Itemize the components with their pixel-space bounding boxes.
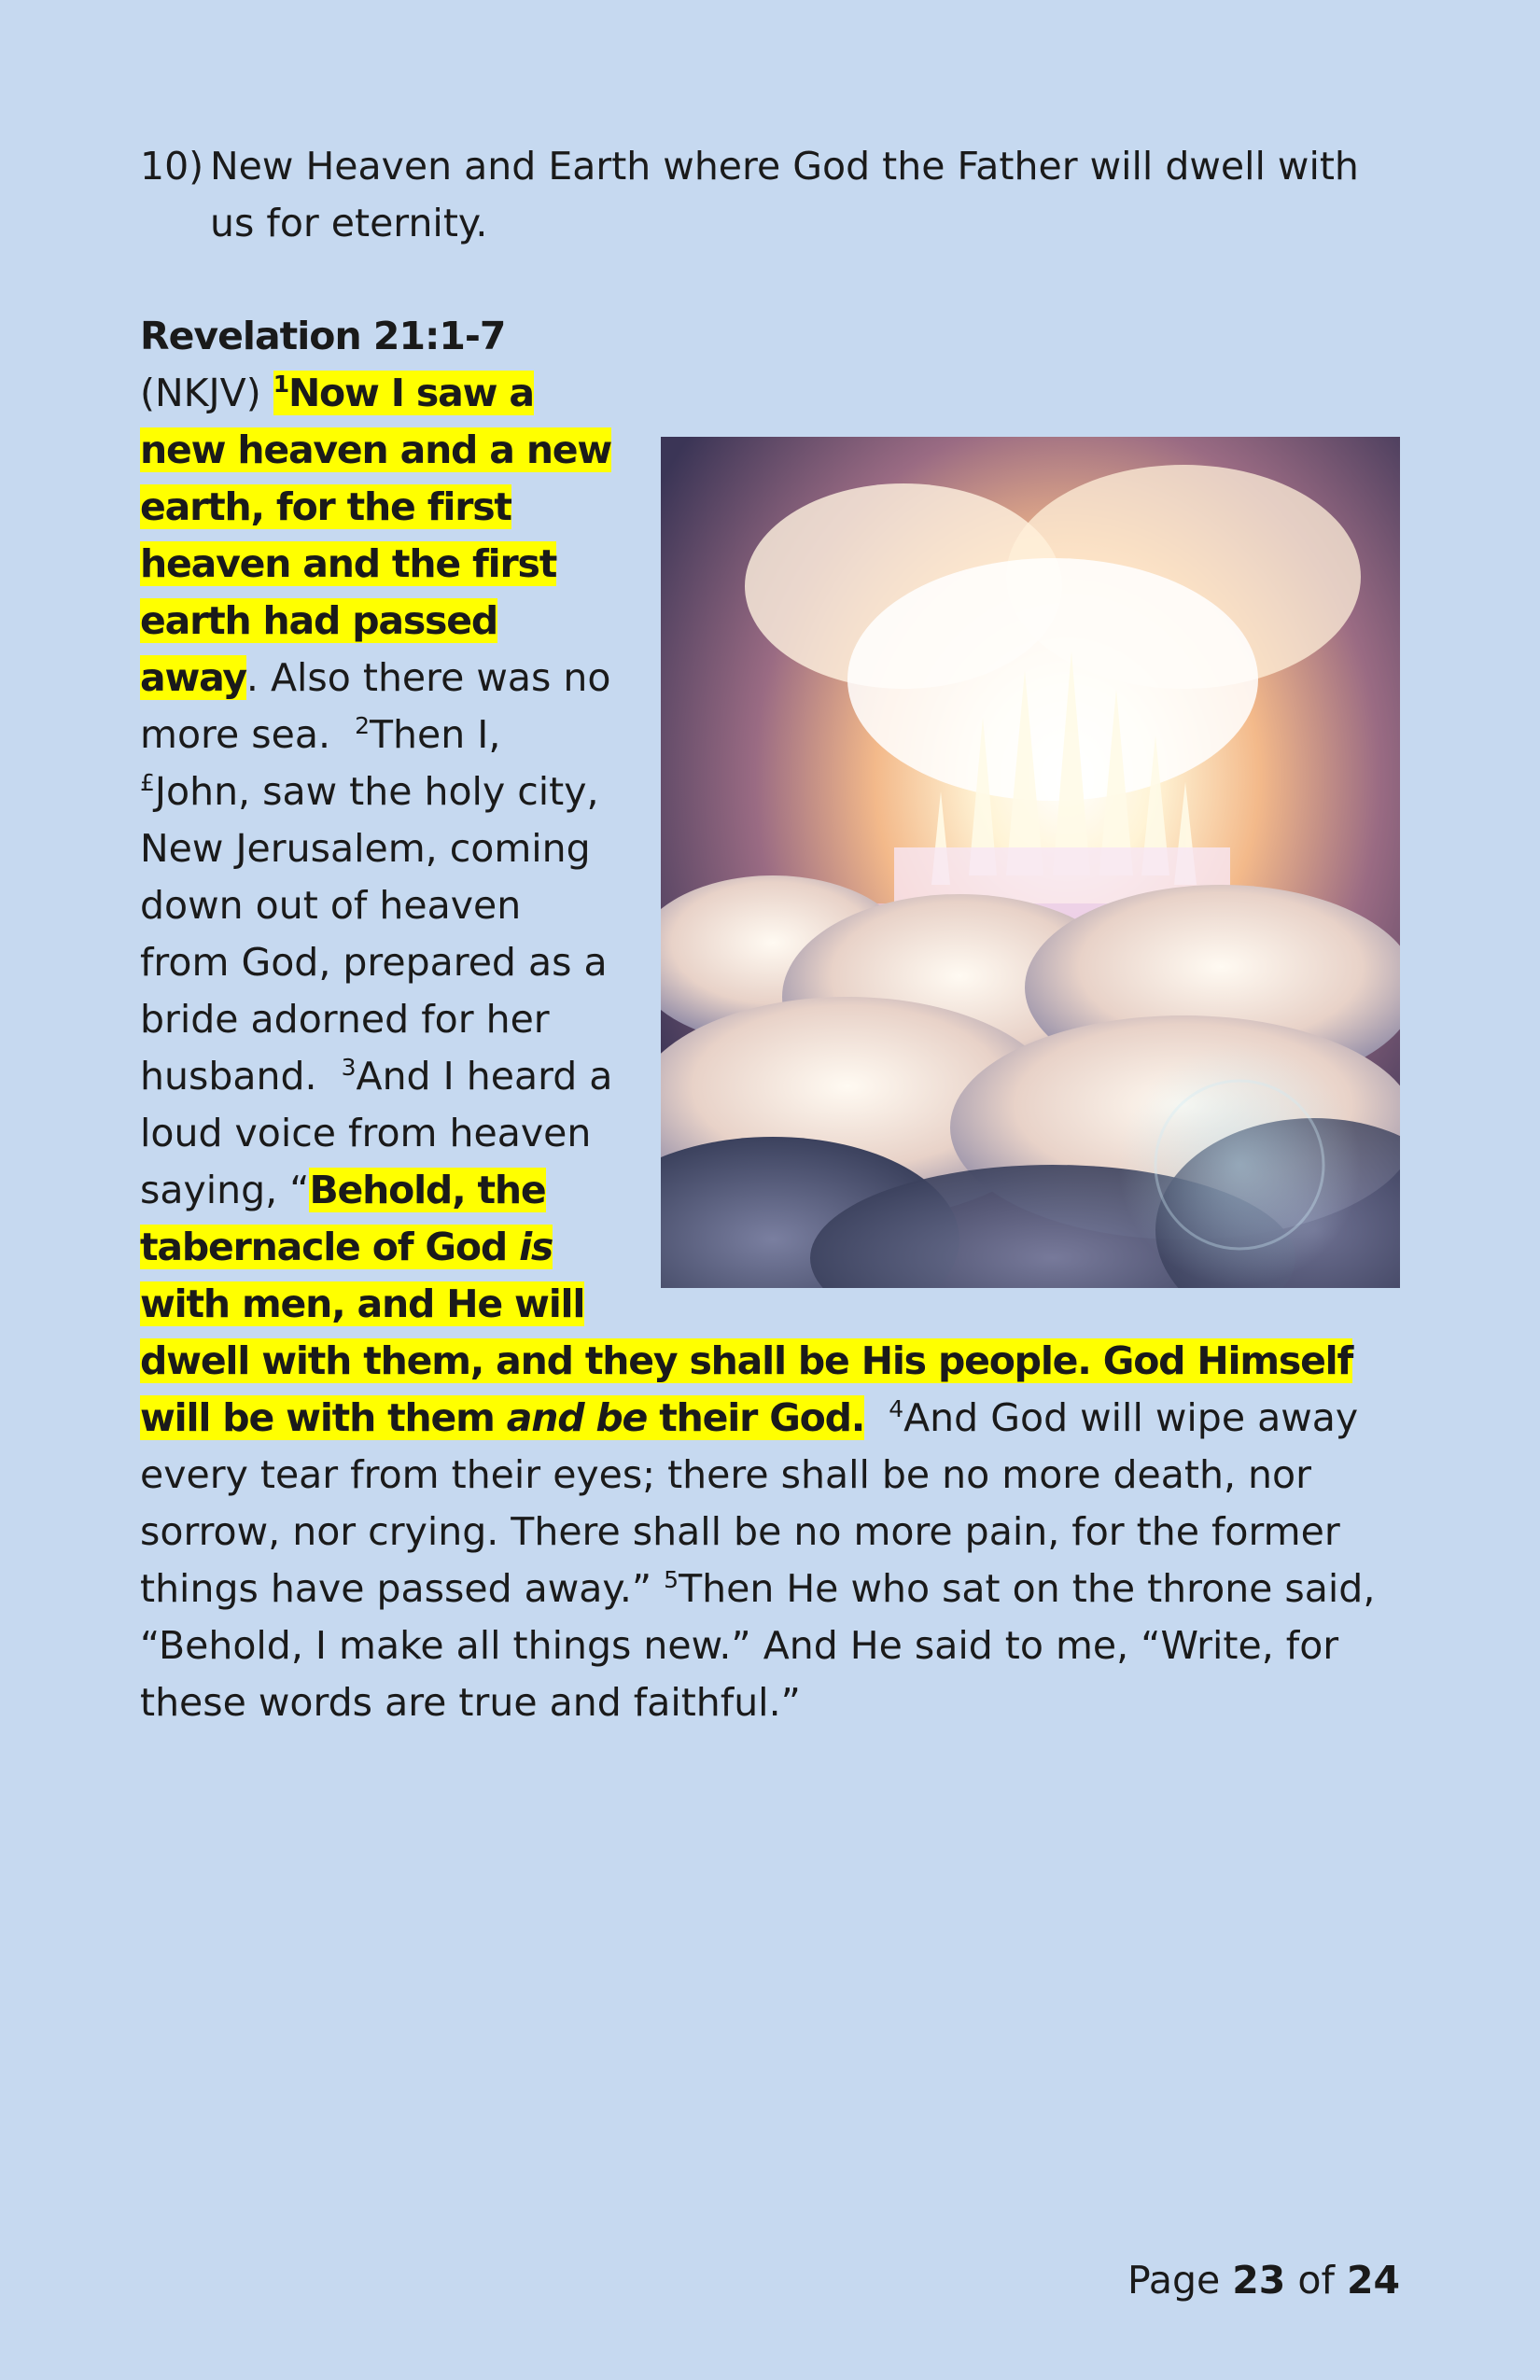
verse-2-number: 2: [355, 712, 370, 739]
scripture-passage: [140, 308, 1400, 1731]
footnote-mark: £: [140, 769, 155, 796]
scripture-reference: Revelation 21:1-7: [140, 314, 506, 358]
verse-5-number: 5: [664, 1566, 679, 1593]
page-label: Page: [1127, 2258, 1221, 2303]
verse-4-number: 4: [889, 1395, 904, 1422]
verse-2-text-b: John, saw the holy city, New Jerusalem, coming down out of heaven from God, prepared as a bride adorned for her husband.: [140, 769, 608, 1099]
list-number: 10): [140, 144, 204, 189]
verse-4-text: And God will wipe away every tear from their eyes; there shall be no more death, nor sorrow, nor crying. There shall be no more pain, for the former things have passed away.”: [140, 1395, 1359, 1611]
verse-5-text: Then He who sat on the throne said, “Behold, I make all things new.” And He said to me, “Write, for these words are true and faithful.”: [140, 1566, 1376, 1725]
list-text: New Heaven and Earth where God the Father will dwell with us for eternity.: [210, 144, 1359, 245]
page-number: [1127, 2252, 1400, 2309]
page-of: of: [1297, 2258, 1335, 2303]
holy-city-illustration: [661, 437, 1400, 1288]
verse-1-rest: . Also there was no more sea.: [140, 655, 611, 757]
verse-3-number: 3: [341, 1054, 357, 1081]
verse-3-text: And I heard a loud voice from heaven saying, “: [140, 1054, 613, 1212]
total-pages: 24: [1346, 2258, 1400, 2303]
current-page: 23: [1232, 2258, 1286, 2303]
verse-3-highlight: Behold, the tabernacle of God is with men, and He will dwell with them, and they shall be His people. God Himself will be with them and be their God.: [140, 1168, 1353, 1440]
bible-version: (NKJV): [140, 371, 261, 415]
holy-city-image: [661, 437, 1400, 1288]
verse-1-number: 1: [273, 371, 288, 398]
verse-1-highlight: $^1$Now I saw a new heaven and a new earth, for the first heaven and the first earth had passed away: [140, 371, 612, 700]
verse-2-text-a: Then I,: [369, 712, 501, 757]
